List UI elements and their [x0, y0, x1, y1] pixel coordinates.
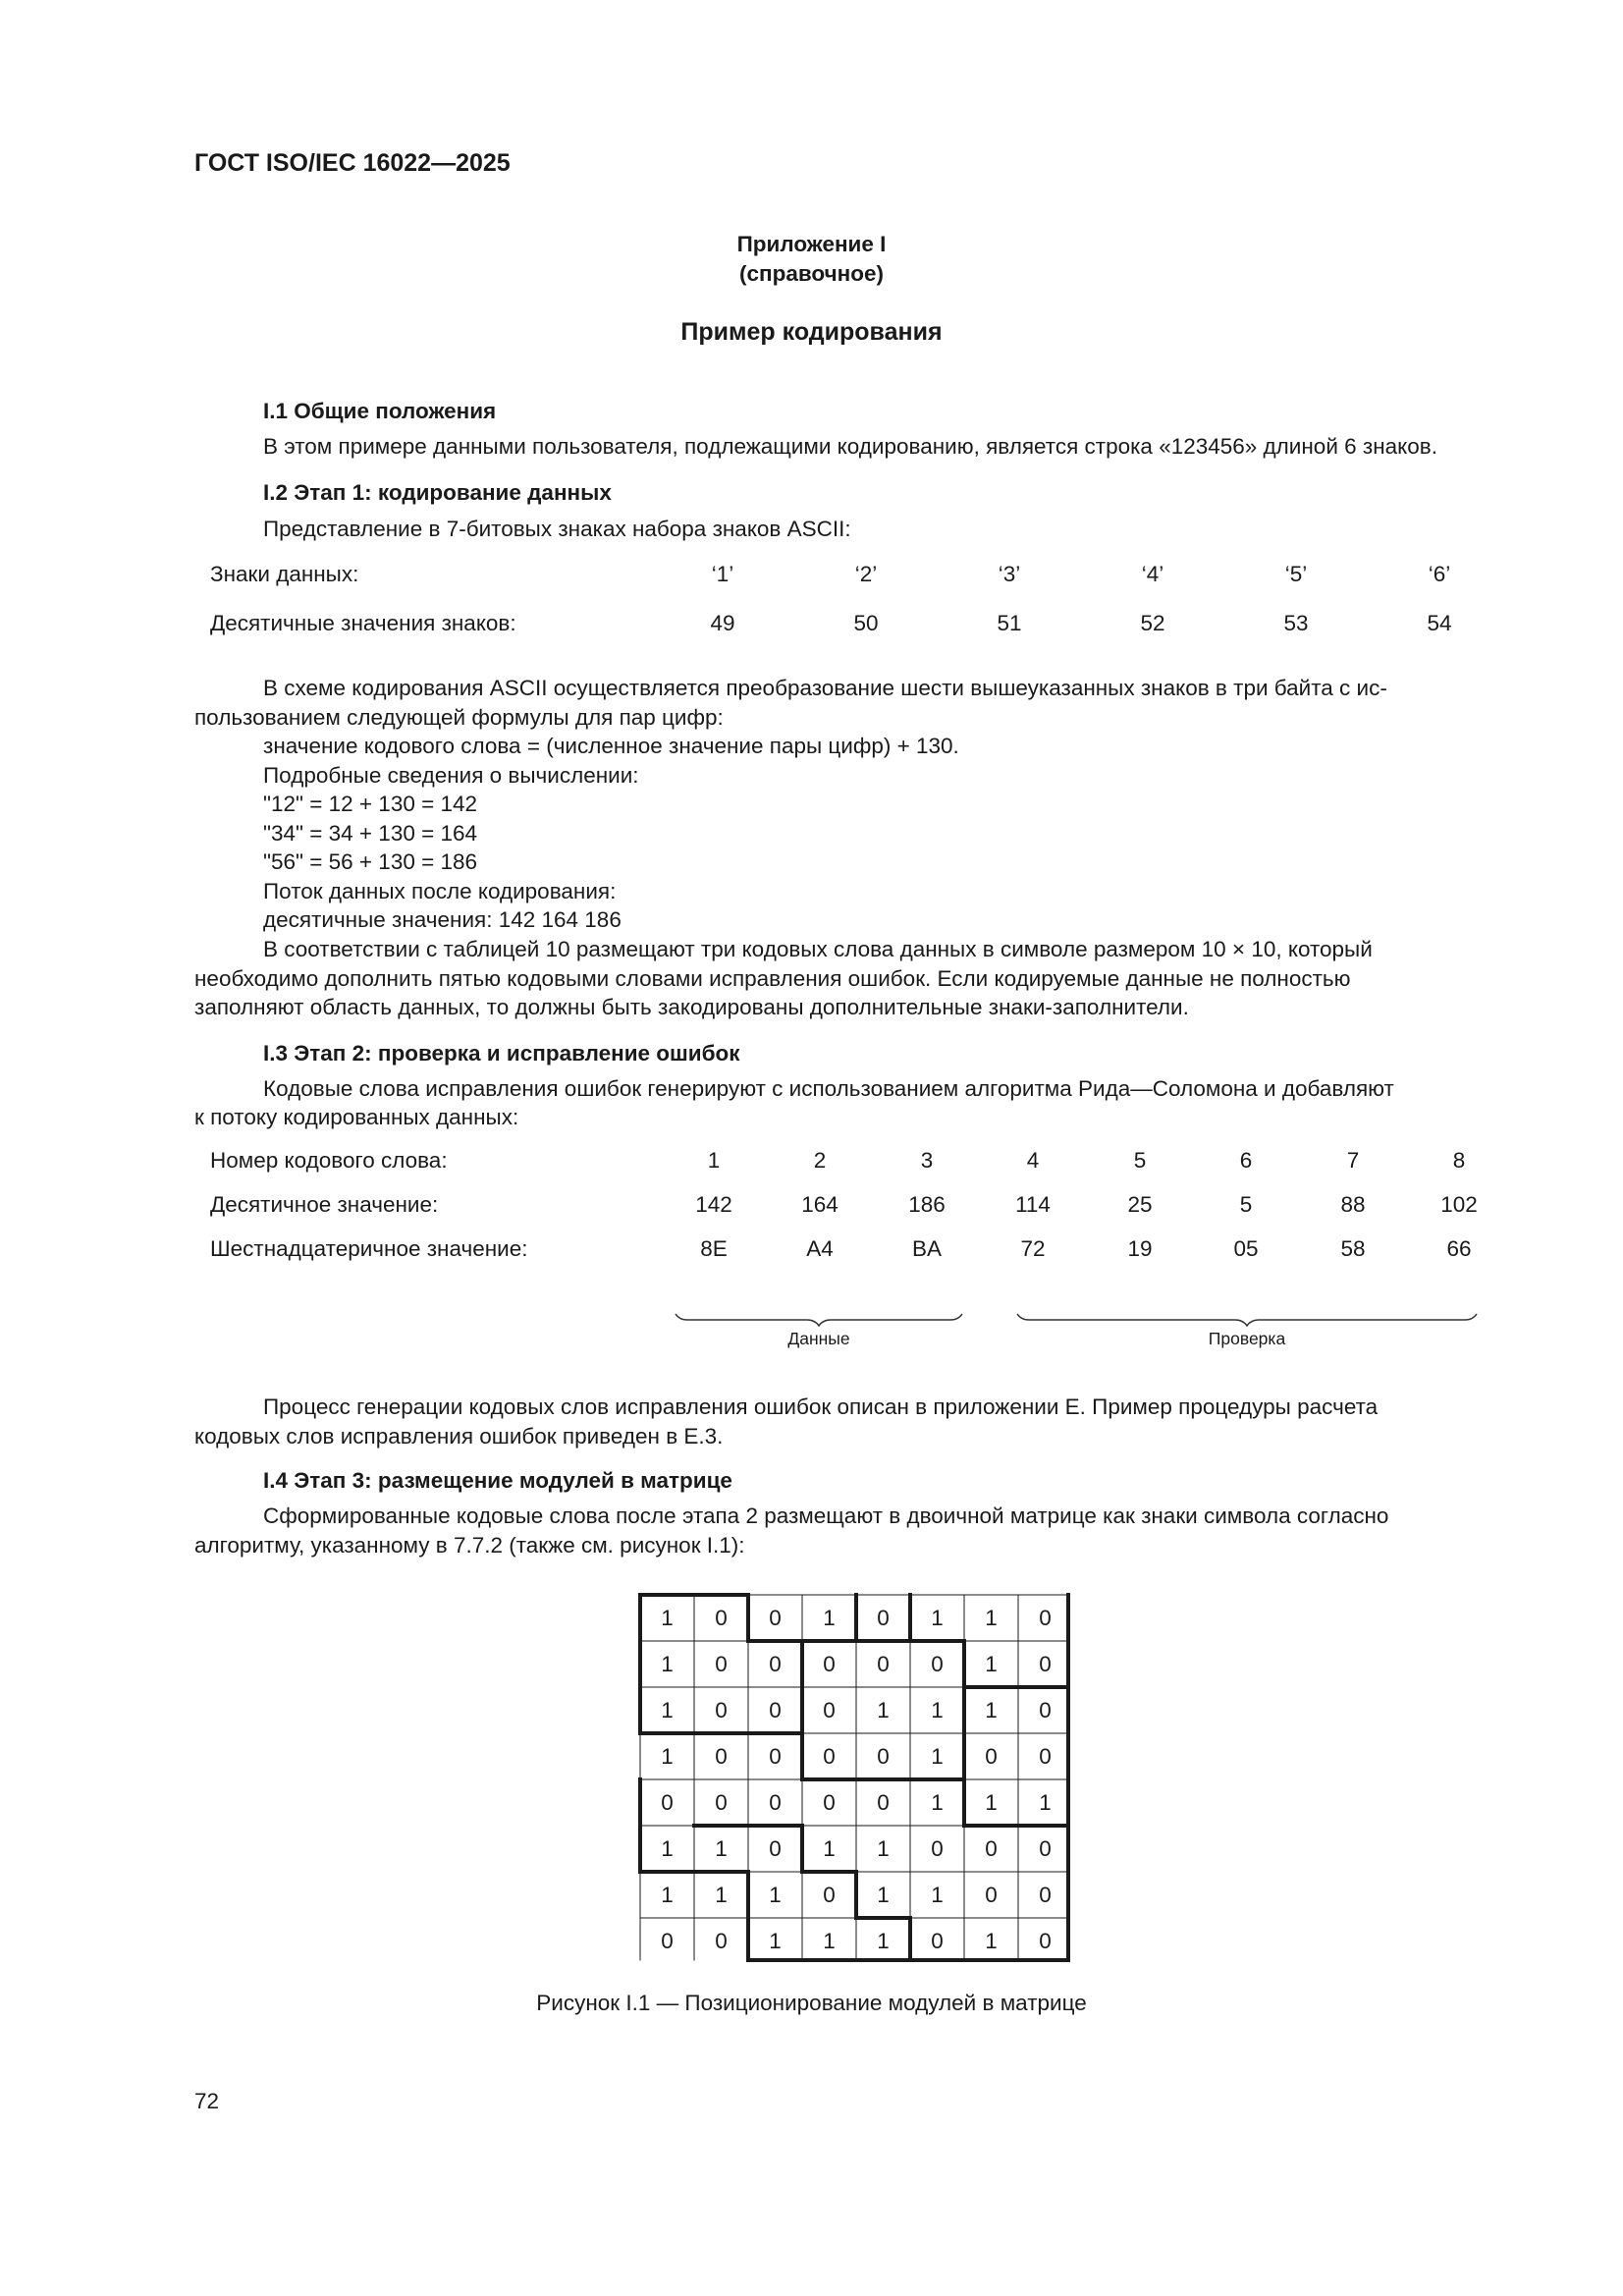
- codeword-hex-cell: 72: [1020, 1236, 1046, 1261]
- section-3-para2a: Процесс генерации кодовых слов исправления ошибок описан в приложении E. Пример процедуры расчета: [263, 1394, 1379, 1419]
- codeword-number-cell: 5: [1133, 1148, 1147, 1173]
- matrix-cell: 1: [661, 1606, 674, 1630]
- annex-type: (справочное): [739, 261, 884, 286]
- ascii-decimal-cell: 49: [710, 611, 735, 635]
- matrix-cell: 1: [985, 1929, 998, 1953]
- codeword-decimal-cell: 164: [801, 1192, 839, 1217]
- page-number: 72: [194, 2089, 220, 2113]
- section-2-para2c: заполняют область данных, то должны быть закодированы дополнительные знаки-заполнители.: [194, 995, 1189, 1019]
- matrix-cell: 1: [985, 1698, 998, 1722]
- section-2-para2a: В соответствии с таблицей 10 размещают три кодовых слова данных в символе размером 10 × 10, который: [263, 937, 1373, 961]
- section-heading-1: I.1 Общие положения: [263, 399, 497, 423]
- matrix-cell: 1: [661, 1652, 674, 1676]
- matrix-cell: 1: [877, 1929, 890, 1953]
- matrix-cell: 1: [877, 1698, 890, 1722]
- codeword-decimal-cell: 102: [1440, 1192, 1478, 1217]
- codeword-decimal-cell: 88: [1340, 1192, 1366, 1217]
- section-1-text: В этом примере данными пользователя, подлежащими кодированию, является строка «123456» длиной 6 знаков.: [263, 434, 1437, 459]
- calc-line: "34" = 34 + 130 = 164: [263, 820, 478, 846]
- matrix-cell: 1: [931, 1744, 944, 1769]
- ascii-char-cell: ‘6’: [1428, 562, 1451, 586]
- matrix-cell: 1: [931, 1883, 944, 1907]
- section-heading-4: I.4 Этап 3: размещение модулей в матрице: [263, 1468, 732, 1493]
- codeword-number-cell: 2: [813, 1148, 827, 1173]
- matrix-cell: 0: [715, 1790, 728, 1815]
- document-header: ГОСТ ISO/IEC 16022—2025: [194, 149, 511, 177]
- ascii-char-cell: ‘5’: [1284, 562, 1308, 586]
- matrix-cell: 0: [769, 1744, 782, 1769]
- matrix-cell: 0: [769, 1836, 782, 1861]
- matrix-cell: 0: [823, 1698, 836, 1722]
- codeword-hex-cell: 58: [1340, 1236, 1366, 1261]
- section-2-para2b: необходимо дополнить пятью кодовыми словами исправления ошибок. Если кодируемые данные не полностью: [194, 966, 1351, 991]
- matrix-cell: 0: [931, 1836, 944, 1861]
- matrix-cell: 0: [661, 1929, 674, 1953]
- matrix-cell: 1: [661, 1744, 674, 1769]
- section-2-para1: В схеме кодирования ASCII осуществляется преобразование шести вышеуказанных знаков в три байта с ис-: [263, 676, 1387, 700]
- ascii-decimal-cell: 52: [1140, 611, 1165, 635]
- codeword-number-cell: 7: [1346, 1148, 1360, 1173]
- matrix-cell: 0: [931, 1652, 944, 1676]
- section-heading-2: I.2 Этап 1: кодирование данных: [263, 480, 612, 505]
- ascii-char-cell: ‘1’: [711, 562, 734, 586]
- calc-line: "12" = 12 + 130 = 142: [263, 792, 478, 816]
- matrix-cell: 1: [931, 1606, 944, 1630]
- section-heading-3: I.3 Этап 2: проверка и исправление ошибок: [263, 1041, 740, 1066]
- matrix-cell: 0: [769, 1652, 782, 1676]
- codeword-decimal-cell: 142: [695, 1192, 732, 1217]
- char-row-label: Знаки данных:: [210, 562, 359, 586]
- data-brace: [676, 1314, 962, 1326]
- ascii-decimal-cell: 51: [997, 611, 1022, 635]
- section-3-para-a: Кодовые слова исправления ошибок генерируют с использованием алгоритма Рида—Соломона и добавляют: [263, 1076, 1394, 1101]
- matrix-cell: 0: [661, 1790, 674, 1815]
- matrix-cell: 1: [715, 1883, 728, 1907]
- codeword-number-cell: 6: [1239, 1148, 1253, 1173]
- matrix-cell: 0: [985, 1744, 998, 1769]
- codeword-number-cell: 1: [707, 1148, 721, 1173]
- matrix-cell: 0: [1039, 1698, 1052, 1722]
- section-3-para2b: кодовых слов исправления ошибок приведен в E.3.: [194, 1424, 724, 1449]
- matrix-cell: 0: [715, 1652, 728, 1676]
- matrix-cell: 0: [715, 1606, 728, 1630]
- codeword-number-cell: 4: [1026, 1148, 1040, 1173]
- matrix-cell: 0: [1039, 1836, 1052, 1861]
- check-brace: [1017, 1314, 1477, 1326]
- matrix-cell: 1: [661, 1836, 674, 1861]
- codeword-decimal-cell: 114: [1015, 1192, 1051, 1217]
- matrix-cell: 0: [1039, 1652, 1052, 1676]
- matrix-cell: 1: [985, 1790, 998, 1815]
- calc-line: Подробные сведения о вычислении:: [263, 762, 639, 788]
- matrix-cell: 1: [715, 1836, 728, 1861]
- matrix-cell: 1: [661, 1883, 674, 1907]
- section-4-para-a: Сформированные кодовые слова после этапа 2 размещают в двоичной матрице как знаки символа согласно: [263, 1503, 1389, 1528]
- matrix-cell: 0: [823, 1790, 836, 1815]
- ascii-decimal-cell: 53: [1283, 611, 1309, 635]
- matrix-cell: 1: [661, 1698, 674, 1722]
- matrix-cell: 0: [877, 1744, 890, 1769]
- codeword-number-cell: 8: [1452, 1148, 1466, 1173]
- codeword-hex-cell: BA: [911, 1236, 942, 1261]
- matrix-cell: 0: [823, 1744, 836, 1769]
- brace-label-check: Проверка: [1208, 1329, 1286, 1348]
- matrix-cell: 0: [1039, 1744, 1052, 1769]
- calc-line: Поток данных после кодирования:: [263, 878, 617, 903]
- codeword-hex-cell: 19: [1127, 1236, 1153, 1261]
- codeword-number-label: Номер кодового слова:: [210, 1148, 448, 1173]
- codeword-decimal-cell: 186: [908, 1192, 946, 1217]
- matrix-cell: 0: [1039, 1929, 1052, 1953]
- matrix-cell: 1: [823, 1606, 836, 1630]
- calc-line: "56" = 56 + 130 = 186: [263, 849, 478, 874]
- matrix-cell: 1: [877, 1883, 890, 1907]
- codeword-hex-cell: 05: [1233, 1236, 1259, 1261]
- matrix-cell: 0: [715, 1698, 728, 1722]
- matrix-cell: 1: [769, 1883, 782, 1907]
- matrix-cell: 1: [1039, 1790, 1052, 1815]
- matrix-cell: 1: [931, 1790, 944, 1815]
- matrix-cell: 1: [985, 1652, 998, 1676]
- codeword-hex-label: Шестнадцатеричное значение:: [210, 1236, 528, 1261]
- ascii-char-cell: ‘4’: [1141, 562, 1164, 586]
- matrix-cell: 0: [985, 1883, 998, 1907]
- matrix-cell: 0: [1039, 1883, 1052, 1907]
- main-title: Пример кодирования: [680, 318, 943, 346]
- matrix-cell: 1: [877, 1836, 890, 1861]
- ascii-char-cell: ‘3’: [998, 562, 1021, 586]
- figure-caption: Рисунок I.1 — Позиционирование модулей в матрице: [536, 1991, 1087, 2015]
- matrix-cell: 1: [985, 1606, 998, 1630]
- matrix-cell: 1: [931, 1698, 944, 1722]
- codeword-hex-cell: 66: [1446, 1236, 1472, 1261]
- codeword-decimal-cell: 5: [1239, 1192, 1253, 1217]
- matrix-cell: 1: [769, 1929, 782, 1953]
- decimal-row-label: Десятичные значения знаков:: [210, 611, 516, 635]
- section-2-intro: Представление в 7-битовых знаках набора знаков ASCII:: [263, 517, 851, 541]
- matrix-cell: 1: [823, 1929, 836, 1953]
- section-2-para1b: пользованием следующей формулы для пар цифр:: [194, 705, 724, 730]
- codeword-number-cell: 3: [920, 1148, 934, 1173]
- matrix-cell: 0: [769, 1606, 782, 1630]
- brace-label-data: Данные: [787, 1329, 850, 1348]
- matrix-cell: 0: [823, 1883, 836, 1907]
- matrix-cell: 0: [931, 1929, 944, 1953]
- ascii-decimal-cell: 54: [1427, 611, 1452, 635]
- codeword-decimal-cell: 25: [1127, 1192, 1153, 1217]
- matrix-cell: 0: [877, 1790, 890, 1815]
- matrix-cell: 0: [1039, 1606, 1052, 1630]
- matrix-cell: 0: [715, 1744, 728, 1769]
- matrix-cell: 0: [715, 1929, 728, 1953]
- matrix-cell: 0: [985, 1836, 998, 1861]
- matrix-cell: 0: [877, 1652, 890, 1676]
- matrix-cell: 0: [823, 1652, 836, 1676]
- codeword-hex-cell: 8E: [700, 1236, 728, 1261]
- module-matrix: [638, 1593, 1070, 1962]
- ascii-char-cell: ‘2’: [854, 562, 878, 586]
- calc-line: десятичные значения: 142 164 186: [263, 907, 622, 932]
- ascii-decimal-cell: 50: [853, 611, 879, 635]
- section-4-para-b: алгоритму, указанному в 7.7.2 (также см. рисунок I.1):: [194, 1533, 745, 1558]
- matrix-cell: 1: [823, 1836, 836, 1861]
- matrix-cell: 0: [769, 1698, 782, 1722]
- matrix-cell: 0: [769, 1790, 782, 1815]
- matrix-cell: 0: [877, 1606, 890, 1630]
- section-3-para-b: к потоку кодированных данных:: [194, 1105, 519, 1129]
- codeword-hex-cell: A4: [806, 1236, 834, 1261]
- codeword-decimal-label: Десятичное значение:: [210, 1192, 439, 1217]
- annex-title: Приложение I: [736, 232, 887, 256]
- calc-line: значение кодового слова = (численное значение пары цифр) + 130.: [263, 734, 959, 758]
